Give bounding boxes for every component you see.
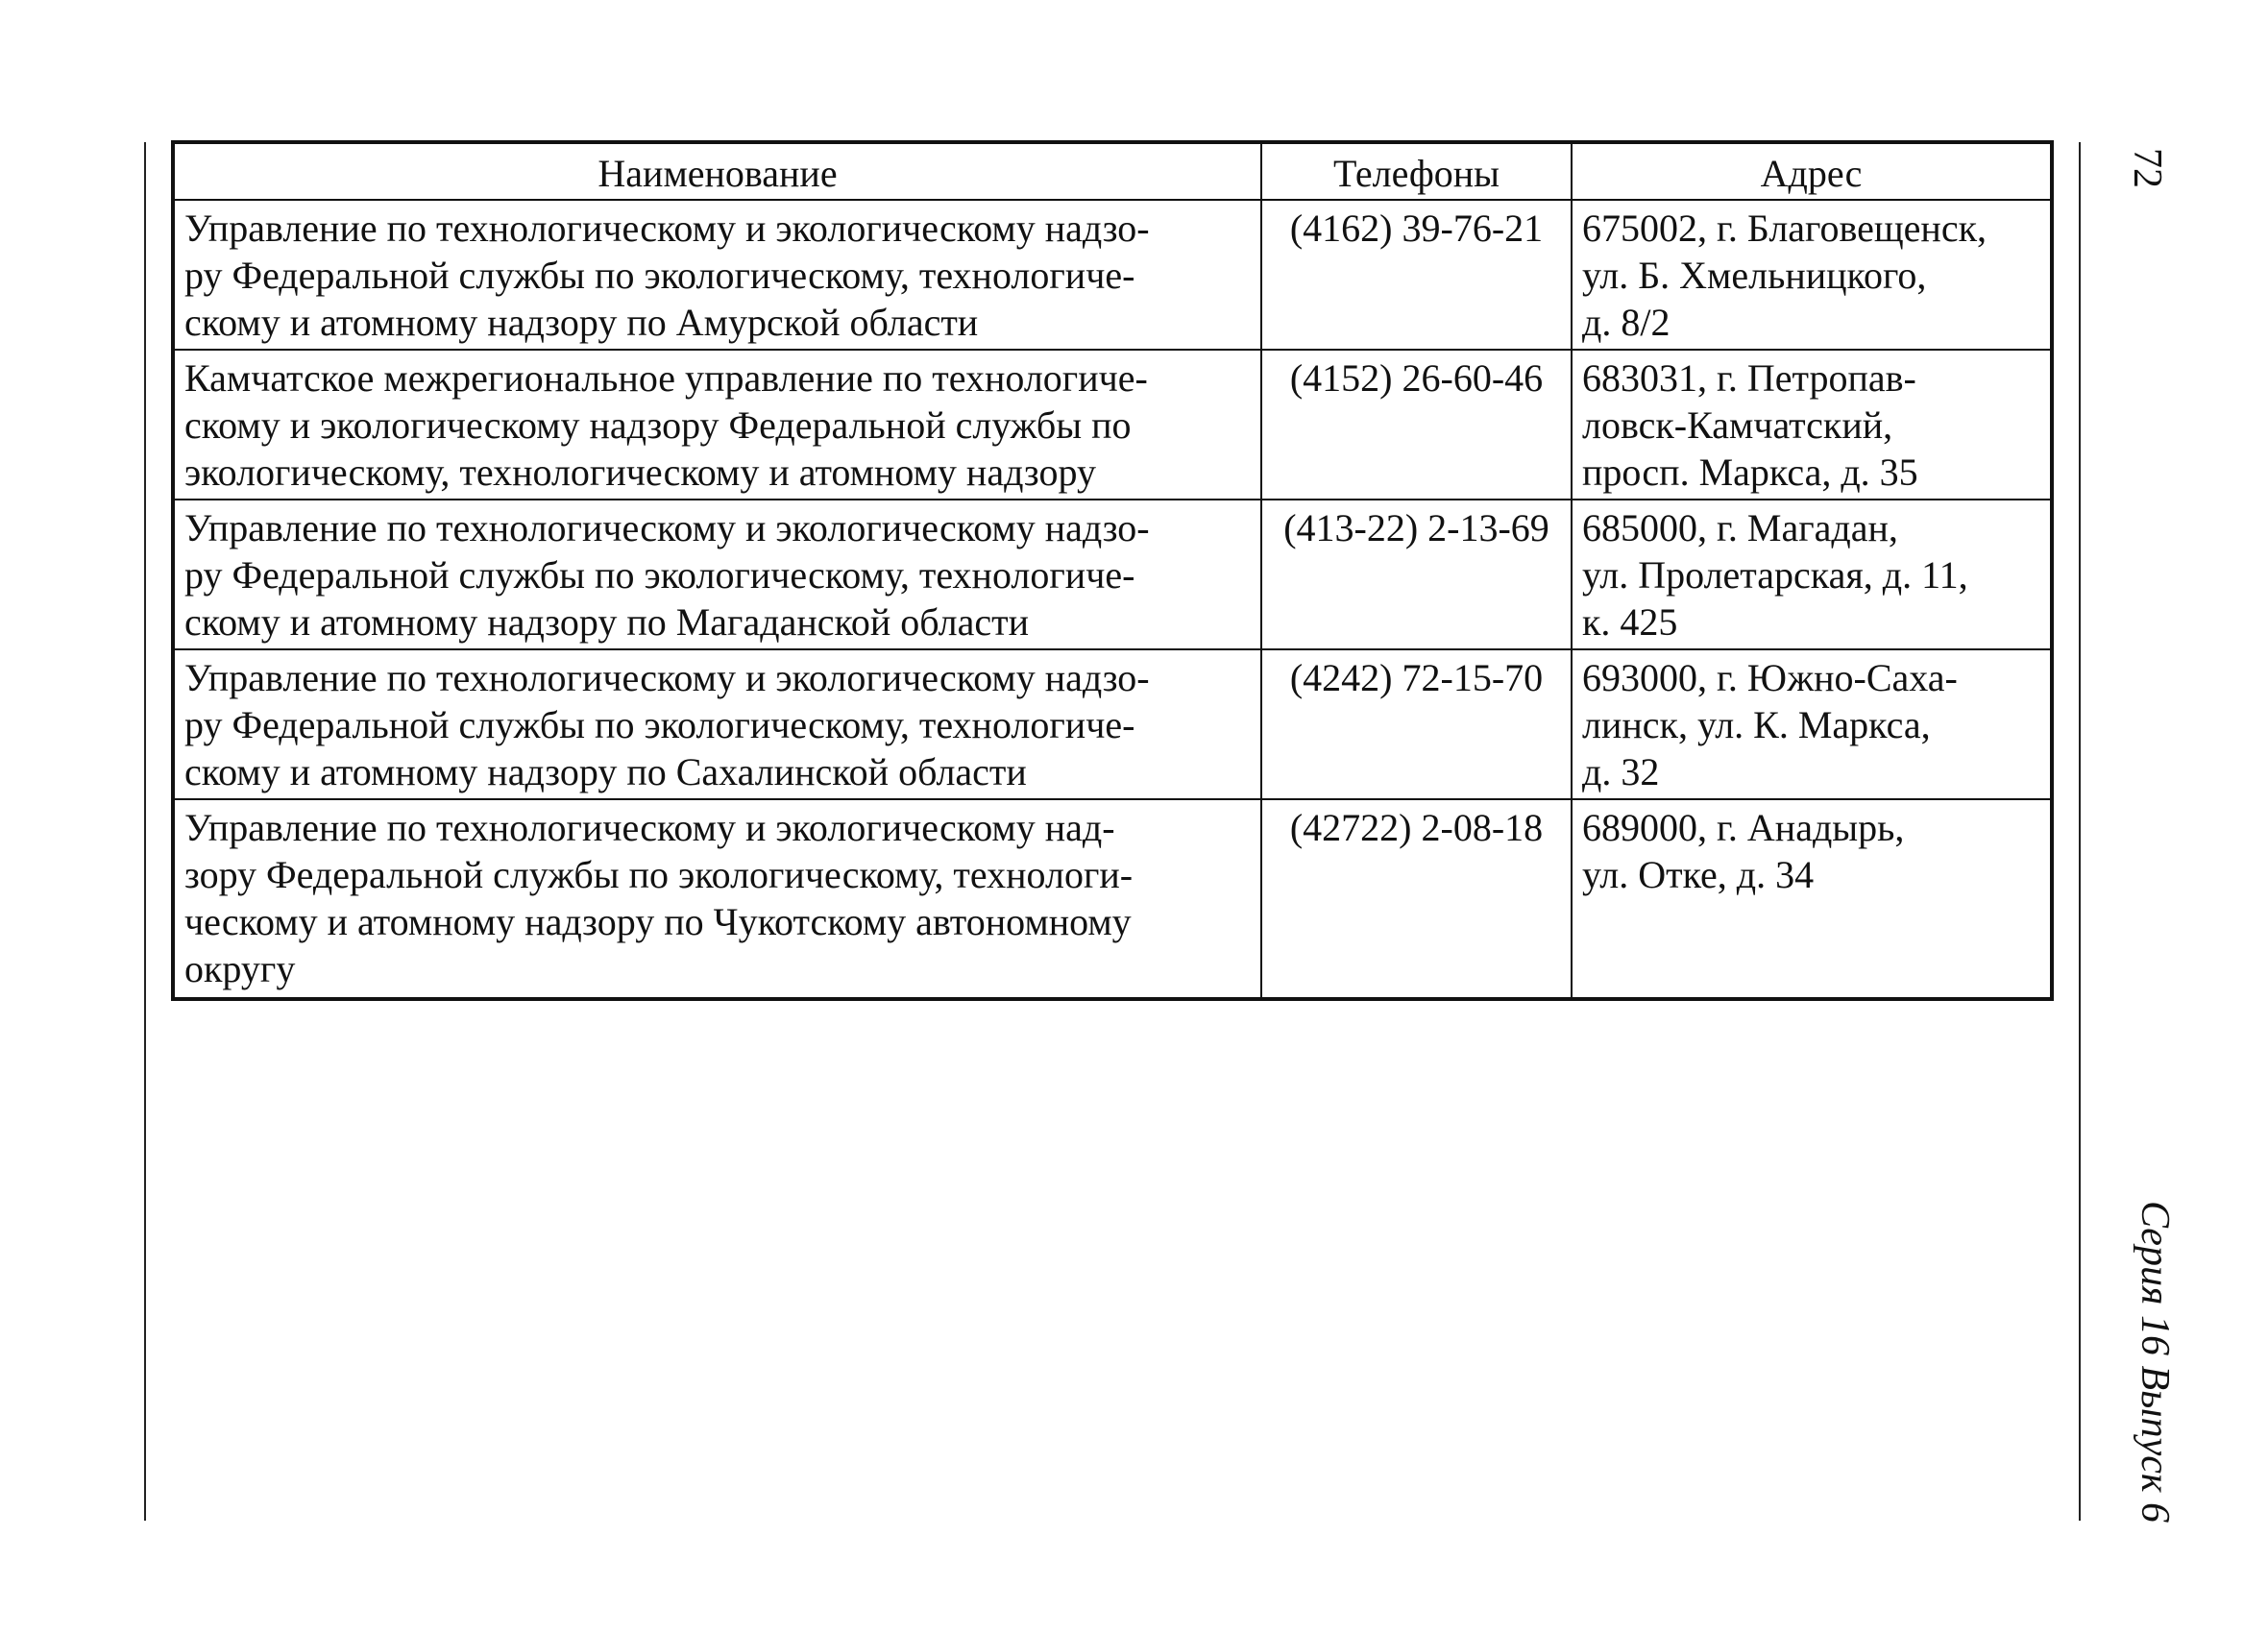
org-phone: (4162) 39-76-21 — [1261, 200, 1572, 350]
org-name: Управление по технологическому и экологическому надзо- ру Федеральной службы по экологическому, технологиче- скому и атомному надзору по Магаданской области — [173, 500, 1261, 649]
org-phone: (413-22) 2-13-69 — [1261, 500, 1572, 649]
table-row — [173, 350, 2052, 500]
org-address: 683031, г. Петропав- ловск-Камчатский, просп. Маркса, д. 35 — [1572, 350, 2052, 500]
right-margin-rule — [2079, 142, 2081, 1521]
org-phone: (4152) 26-60-46 — [1261, 350, 1572, 500]
header-address: Адрес — [1572, 142, 2052, 200]
left-margin-rule — [144, 142, 146, 1521]
table-row — [173, 799, 2052, 999]
series-label: Серия 16 Выпуск 6 — [2133, 1201, 2177, 1523]
org-address: 689000, г. Анадырь, ул. Отке, д. 34 — [1572, 799, 2052, 999]
table-row — [173, 649, 2052, 799]
organizations-table — [171, 140, 2054, 1001]
org-address: 675002, г. Благовещенск, ул. Б. Хмельницкого, д. 8/2 — [1572, 200, 2052, 350]
org-phone: (4242) 72-15-70 — [1261, 649, 1572, 799]
org-name: Управление по технологическому и экологическому надзо- ру Федеральной службы по экологическому, технологиче- скому и атомному надзору по Сахалинской области — [173, 649, 1261, 799]
page-number: 72 — [2125, 148, 2169, 188]
org-name: Камчатское межрегиональное управление по технологиче- скому и экологическому надзору Федеральной службы по экологическому, технологическому и атомному надзору — [173, 350, 1261, 500]
org-phone: (42722) 2-08-18 — [1261, 799, 1572, 999]
table-row — [173, 500, 2052, 649]
table-row — [173, 200, 2052, 350]
table-header-row — [173, 142, 2052, 200]
org-name: Управление по технологическому и экологическому надзо- ру Федеральной службы по экологическому, технологиче- скому и атомному надзору по Амурской области — [173, 200, 1261, 350]
header-phone: Телефоны — [1261, 142, 1572, 200]
header-name: Наименование — [173, 142, 1261, 200]
org-address: 693000, г. Южно-Саха- линск, ул. К. Маркса, д. 32 — [1572, 649, 2052, 799]
org-address: 685000, г. Магадан, ул. Пролетарская, д. 11, к. 425 — [1572, 500, 2052, 649]
org-name: Управление по технологическому и экологическому над- зору Федеральной службы по экологическому, технологи- ческому и атомному надзору по Чукотскому автономному округу — [173, 799, 1261, 999]
